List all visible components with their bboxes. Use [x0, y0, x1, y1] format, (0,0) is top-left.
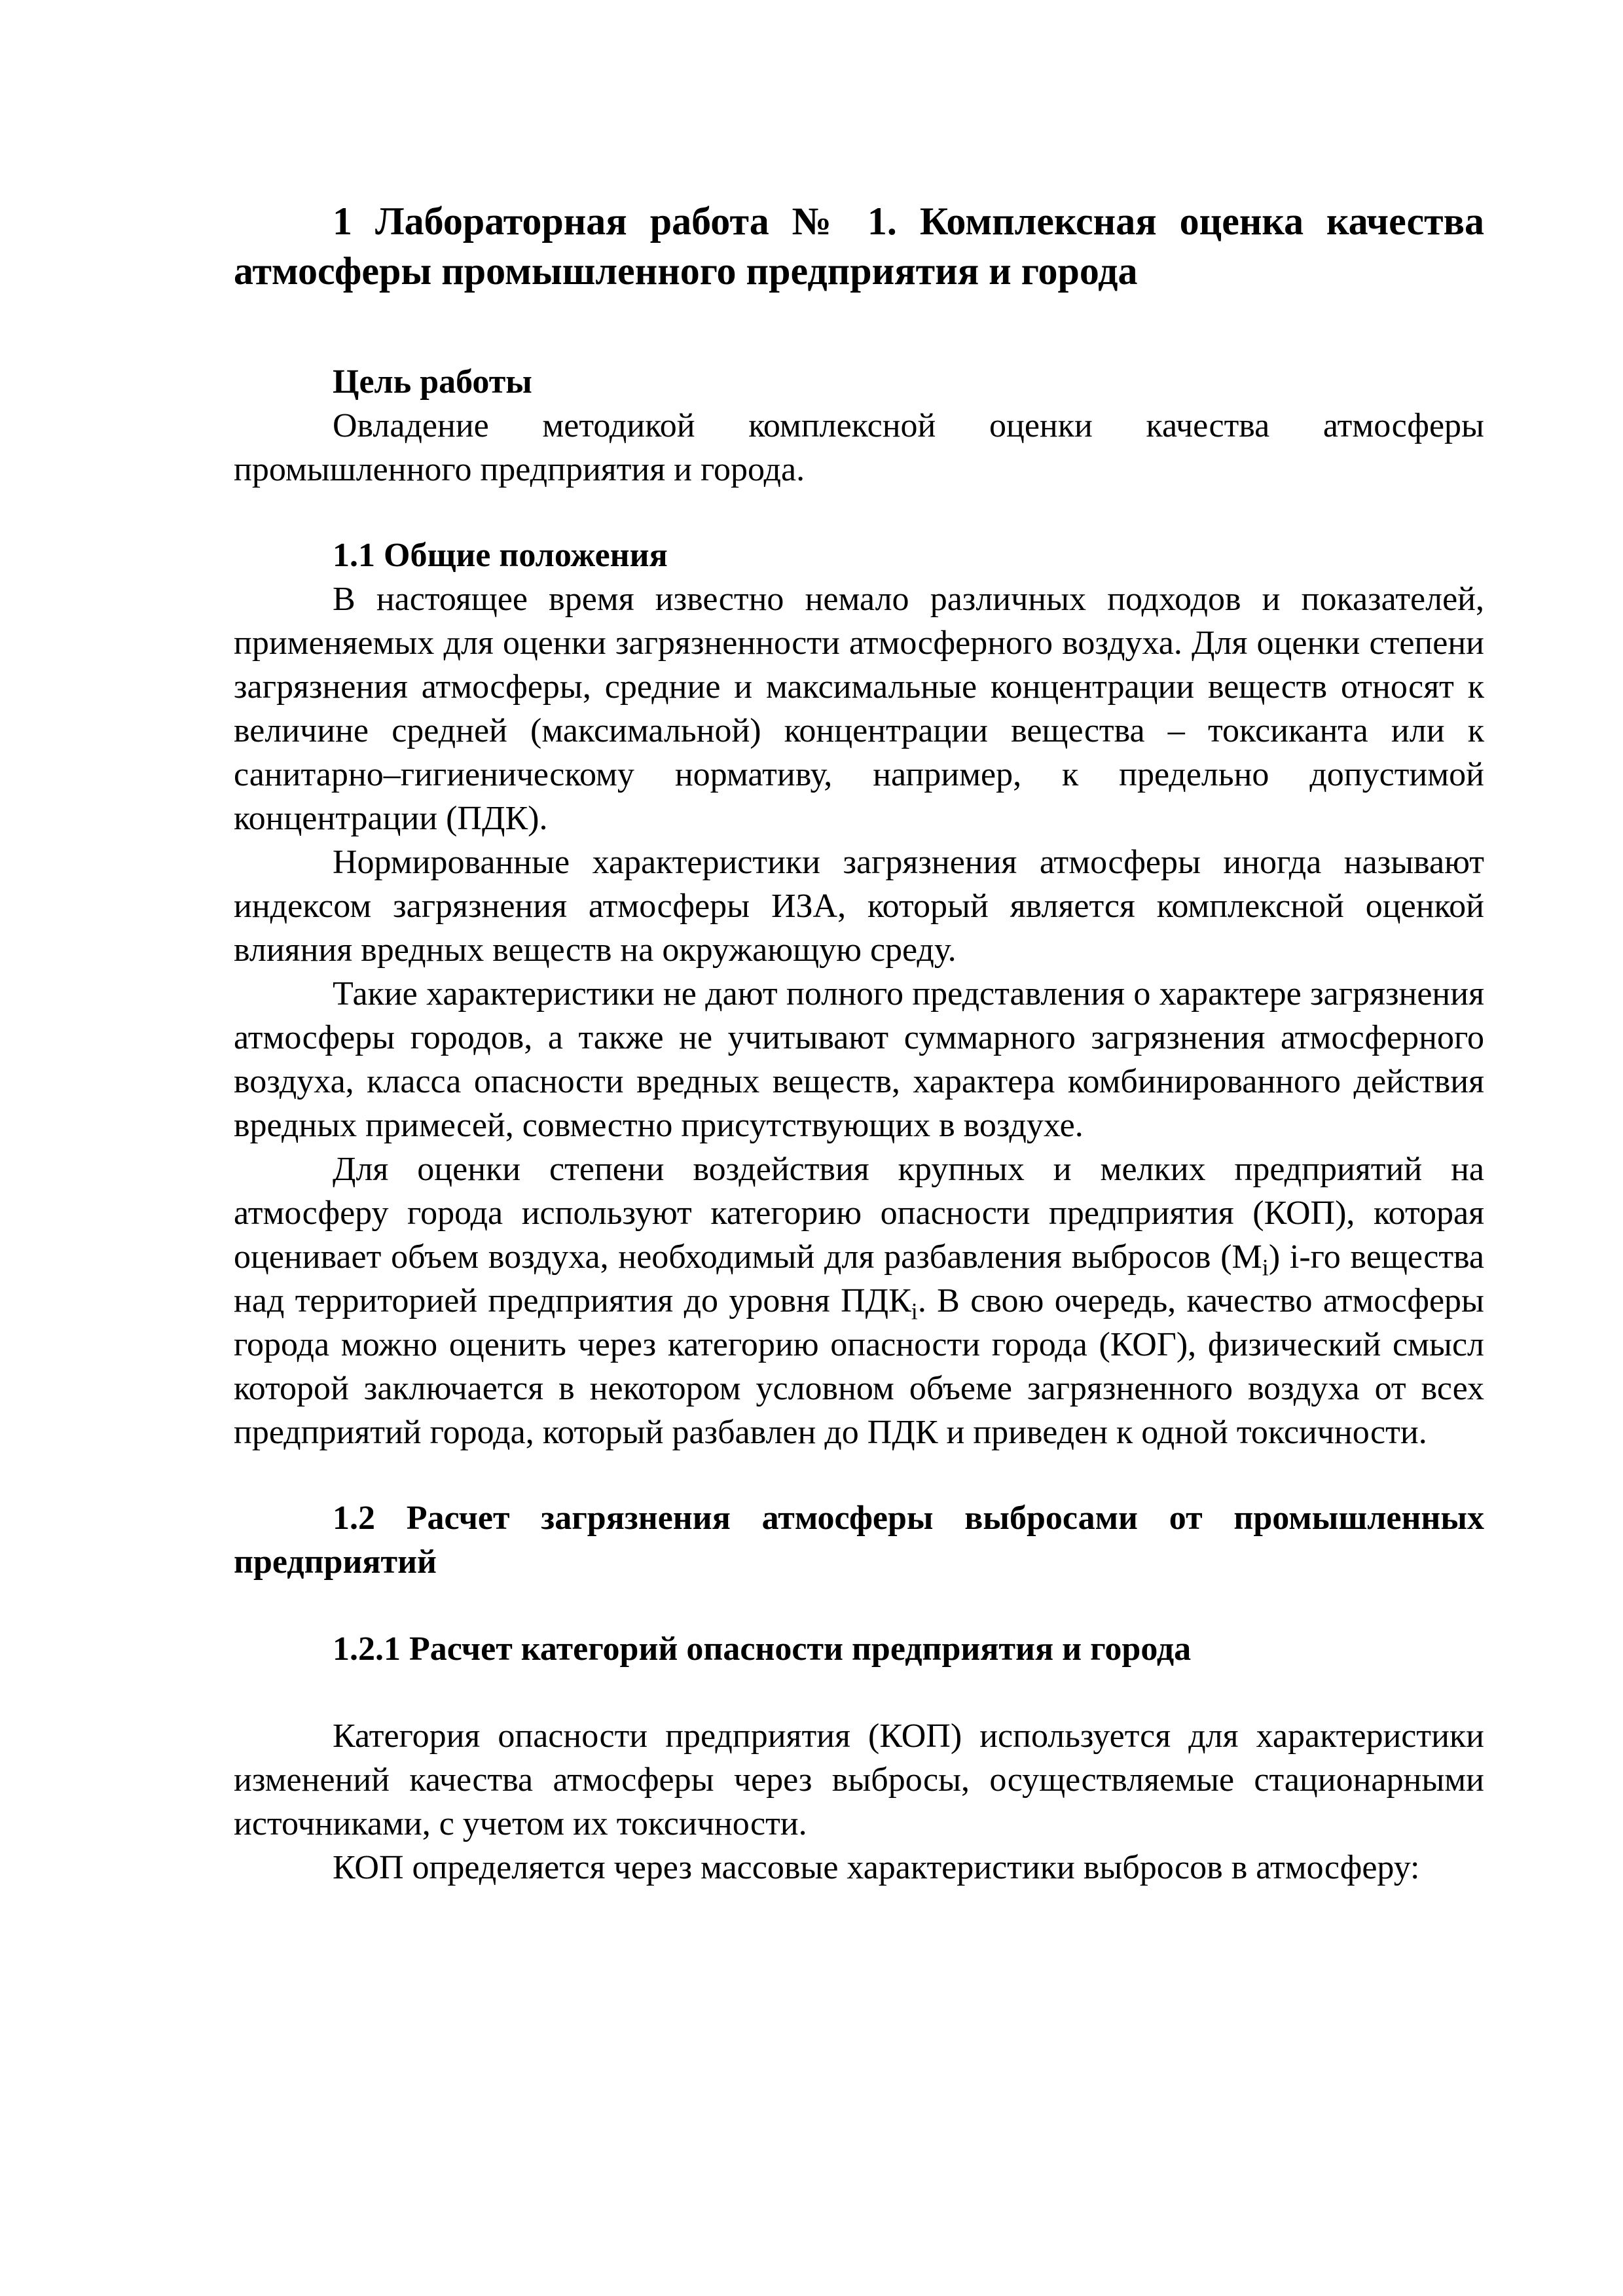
section-1-2-1-paragraph-1: Категория опасности предприятия (КОП) используется для характеристики изменений качества атмосферы через выбросы, осуществляемые стационарными источниками, с учетом их токсичности. — [234, 1717, 1484, 1842]
section-1-1-paragraph-3: Такие характеристики не дают полного представления о характере загрязнения атмосферы городов, а также не учитывают суммарного загрязнения атмосферного воздуха, класса опасности вредных веществ, характера комбинированного действия вредных примесей, совместно присутствующих в воздухе. — [234, 975, 1484, 1144]
section-1-2-heading: 1.2 Расчет загрязнения атмосферы выбросами от промышленных предприятий — [234, 1499, 1484, 1581]
section-1-2-1-paragraph-2: КОП определяется через массовые характеристики выбросов в атмосферу: — [333, 1849, 1420, 1886]
p4-text-part-2: ) i-го вещества над территорией предприятия до уровня ПДК — [234, 1238, 1485, 1319]
goal-text: Овладение методикой комплексной оценки качества атмосферы промышленного предприятия и города. — [234, 407, 1484, 488]
spacer — [234, 1671, 1484, 1714]
section-1-2-1-heading: 1.2.1 Расчет категорий опасности предприятия и города — [333, 1630, 1192, 1668]
section-1-1-heading: 1.1 Общие положения — [333, 537, 668, 574]
p4-text-part-1: Для оценки степени воздействия крупных и мелких предприятий на атмосферу города используют категорию опасности предприятия (КОП), которая оценивает объем воздуха, необходимый для разбавления выбросов (M — [234, 1151, 1484, 1276]
goal-heading: Цель работы — [333, 363, 532, 401]
spacer — [234, 492, 1484, 533]
section-1-1-paragraph-4 — [234, 1147, 1484, 1454]
p4-subscript-2: i — [911, 1298, 918, 1325]
spacer — [234, 1584, 1484, 1627]
p4-text-part-3: . В свою очередь, качество атмосферы города можно оценить через категорию опасности города (КОГ), физический смысл которой заключается в некотором условном объеме загрязненного воздуха от всех предприятий города, который разбавлен до ПДК и приведен к одной токсичности. — [234, 1282, 1484, 1451]
section-1-1-paragraph-1: В настоящее время известно немало различных подходов и показателей, применяемых для оценки загрязненности атмосферного воздуха. Для оценки степени загрязнения атмосферы, средние и максимальные концентрации веществ относят к величине средней (максимальной) концентрации вещества – токсиканта или к санитарно–гигиеническому нормативу, например, к предельно допустимой концентрации (ПДК). — [234, 581, 1484, 837]
lab-title: 1 Лабораторная работа № 1. Комплексная оценка качества атмосферы промышленного предприятия и города — [234, 200, 1484, 293]
document-page — [234, 196, 1484, 1890]
section-1-1-paragraph-2: Нормированные характеристики загрязнения атмосферы иногда называют индексом загрязнения атмосферы ИЗА, который является комплексной оценкой влияния вредных веществ на окружающую среду. — [234, 844, 1484, 969]
spacer — [234, 1454, 1484, 1496]
p4-subscript-1: i — [1262, 1254, 1269, 1281]
